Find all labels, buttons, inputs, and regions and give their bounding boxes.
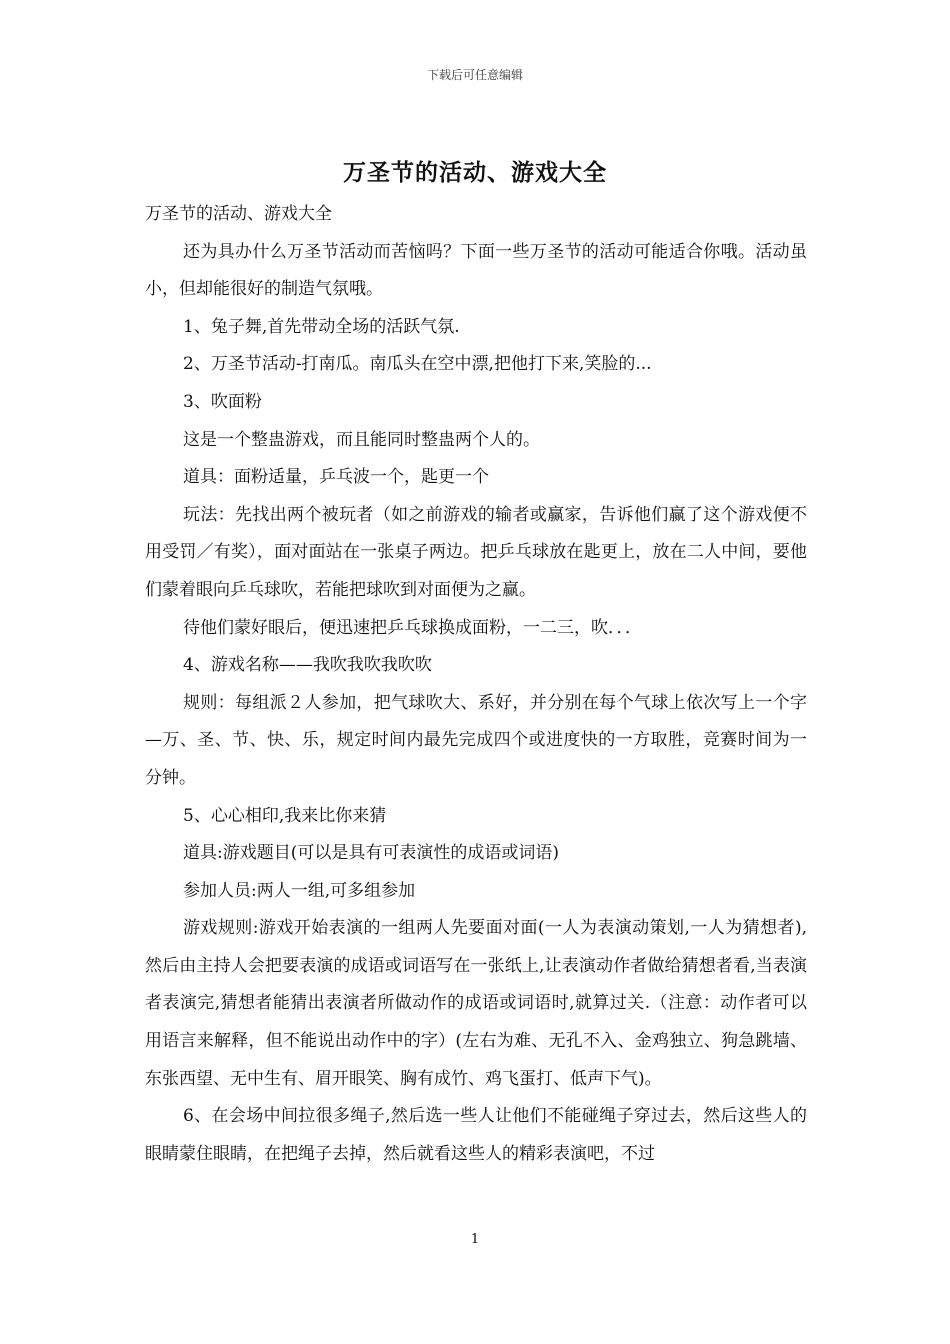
item-5-heading: 5、心心相印,我来比你来猜: [183, 805, 387, 826]
item-3-description: 这是一个整蛊游戏，而且能同时整蛊两个人的。: [183, 429, 540, 450]
page-number: 1: [470, 1232, 480, 1247]
item-3-rules: 玩法：先找出两个被玩者（如之前游戏的输者或赢家，告诉他们赢了这个游戏便不用受罚／有奖），面对面站在一张桌子两边。把乒乓球放在匙更上，放在二人中间，要他们蒙着眼向乒乓球吹，若能把球吹到对面便为之赢。: [145, 504, 807, 600]
document-body: [145, 196, 807, 1173]
document-title: 万圣节的活动、游戏大全: [343, 159, 607, 186]
item-4-heading: 4、游戏名称——我吹我吹我吹吹: [183, 655, 432, 676]
item-6-paragraph: 6、在会场中间拉很多绳子,然后选一些人让他们不能碰绳子穿过去，然后这些人的眼睛蒙住眼睛，在把绳子去掉，然后就看这些人的精彩表演吧，不过: [145, 1106, 807, 1164]
item-5-props: 道具:游戏题目(可以是具有可表演性的成语或词语): [183, 843, 559, 864]
item-4-rules: 规则：每组派２人参加，把气球吹大、系好，并分别在每个气球上依次写上一个字—万、圣、节、快、乐，规定时间内最先完成四个或进度快的一方取胜，竞赛时间为一分钟。: [145, 692, 807, 788]
item-3-twist: 待他们蒙好眼后，便迅速把乒乓球换成面粉，一二三，吹．．．: [183, 617, 642, 638]
item-1-paragraph: 1、兔子舞,首先带动全场的活跃气氛.: [183, 316, 460, 337]
item-5-participants: 参加人员:两人一组,可多组参加: [183, 880, 416, 901]
intro-paragraph: 还为具办什么万圣节活动而苦恼吗？下面一些万圣节的活动可能适合你哦。活动虽小，但却能很好的制造气氛哦。: [145, 241, 807, 300]
item-2-paragraph: 2、万圣节活动-打南瓜。南瓜头在空中漂,把他打下来,笑脸的...: [183, 354, 652, 375]
item-3-heading: 3、吹面粉: [183, 391, 262, 412]
item-5-rules: 游戏规则:游戏开始表演的一组两人先要面对面(一人为表演动策划,一人为猜想者),然后由主持人会把要表演的成语或词语写在一张纸上,让表演动作者做给猜想者看,当表演者表演完,猜想者能猜出表演者所做动作的成语或词语时,就算过关.（注意：动作者可以用语言来解释，但不能说出动作中的字）(左右为难、无孔不入、金鸡独立、狗急跳墙、东张西望、无中生有、眉开眼笑、胸有成竹、鸡飞蛋打、低声下气)。: [145, 918, 807, 1089]
header-note: 下载后可任意编辑: [426, 68, 523, 82]
subtitle-paragraph: 万圣节的活动、游戏大全: [145, 204, 332, 224]
item-3-props: 道具：面粉适量，乒乓波一个，匙更一个: [183, 467, 489, 488]
